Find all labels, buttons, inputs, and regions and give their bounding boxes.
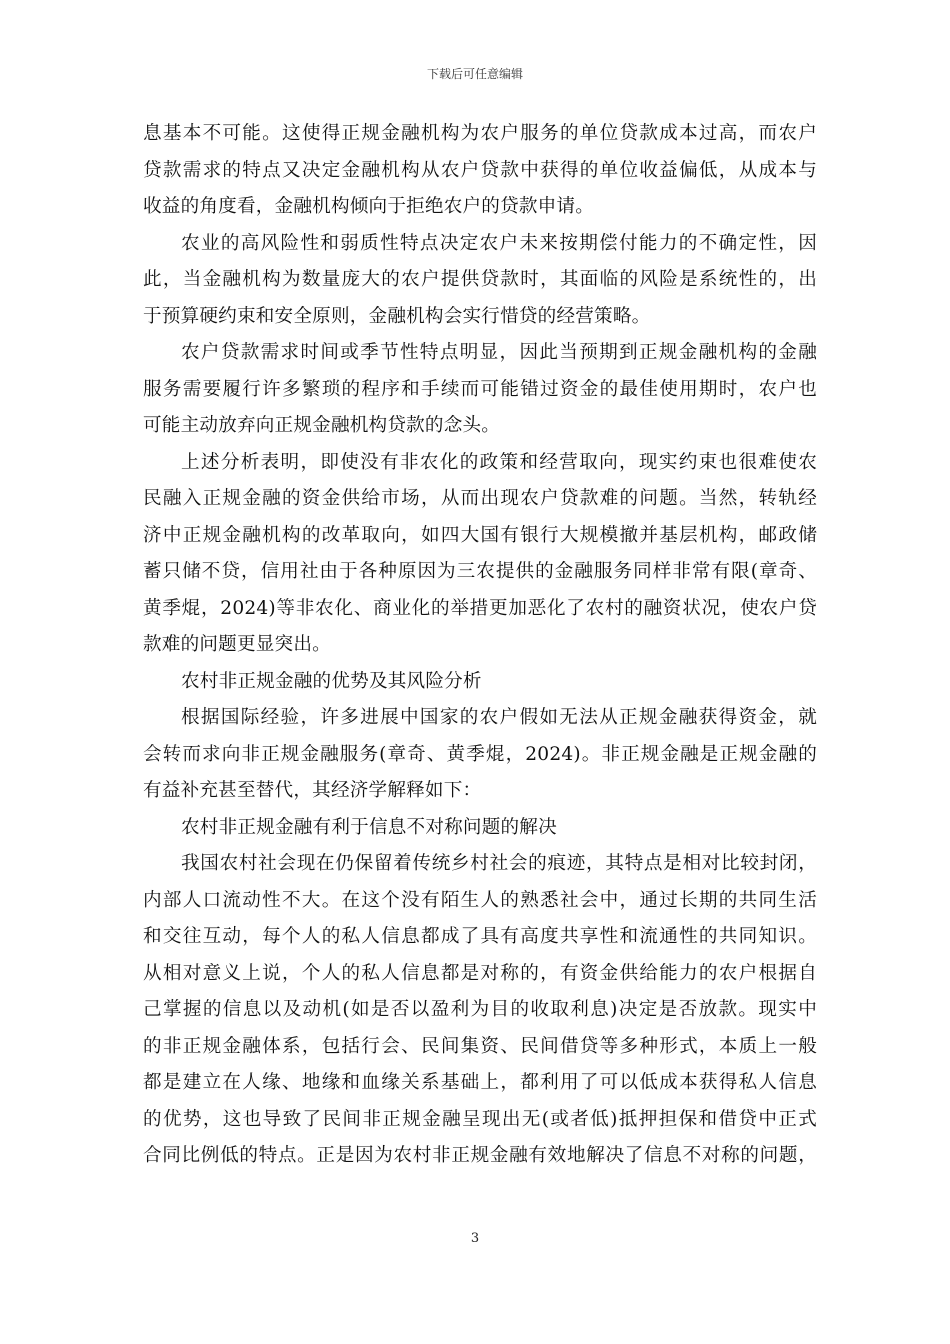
text-line: 蓄只储不贷，信用社由于各种原因为三农提供的金融服务同样非常有限(章奇、 xyxy=(143,561,817,582)
text-line: 的优势，这也导致了民间非正规金融呈现出无(或者低)抵押担保和借贷中正式 xyxy=(143,1108,817,1130)
text-line: 济中正规金融机构的改革取向，如四大国有银行大规模撤并基层机构，邮政储 xyxy=(143,524,817,546)
text-line: 民融入正规金融的资金供给市场，从而出现农户贷款难的问题。当然，转轨经 xyxy=(143,488,817,509)
text-line: 和交往互动，每个人的私人信息都成了具有高度共享性和流通性的共同知识。 xyxy=(143,926,817,947)
text-line: 会转而求向非正规金融服务(章奇、黄季焜，2024)。非正规金融是正规金融的 xyxy=(143,743,817,765)
text-line: 根据国际经验，许多进展中国家的农户假如无法从正规金融获得资金，就 xyxy=(181,707,817,728)
text-line: 我国农村社会现在仍保留着传统乡村社会的痕迹，其特点是相对比较封闭， xyxy=(181,853,817,874)
page-header xyxy=(0,66,950,82)
text-line: 内部人口流动性不大。在这个没有陌生人的熟悉社会中，通过长期的共同生活 xyxy=(143,889,817,911)
text-line: 有益补充甚至替代，其经济学解释如下： xyxy=(143,780,482,801)
text-line: 从相对意义上说，个人的私人信息都是对称的，有资金供给能力的农户根据自 xyxy=(143,962,817,984)
text-line: 上述分析表明，即使没有非农化的政策和经营取向，现实约束也很难使农 xyxy=(181,451,817,473)
text-line: 农业的高风险性和弱质性特点决定农户未来按期偿付能力的不确定性，因 xyxy=(181,232,817,254)
text-line: 都是建立在人缘、地缘和血缘关系基础上，都利用了可以低成本获得私人信息 xyxy=(143,1072,817,1093)
text-line: 款难的问题更显突出。 xyxy=(143,634,331,655)
text-line: 的非正规金融体系，包括行会、民间集资、民间借贷等多种形式，本质上一般 xyxy=(143,1035,817,1057)
text-line: 黄季焜，2024)等非农化、商业化的举措更加恶化了农村的融资状况，使农户贷 xyxy=(143,597,817,619)
page-number: 3 xyxy=(470,1231,480,1246)
text-line: 收益的角度看，金融机构倾向于拒绝农户的贷款申请。 xyxy=(143,196,595,217)
text-line: 合同比例低的特点。正是因为农村非正规金融有效地解决了信息不对称的问题， xyxy=(143,1145,817,1166)
text-line: 可能主动放弃向正规金融机构贷款的念头。 xyxy=(143,415,501,436)
text-line: 农村非正规金融的优势及其风险分析 xyxy=(181,670,482,692)
text-line: 于预算硬约束和安全原则，金融机构会实行惜贷的经营策略。 xyxy=(143,305,651,327)
text-line: 农村非正规金融有利于信息不对称问题的解决 xyxy=(181,816,557,838)
text-line: 农户贷款需求时间或季节性特点明显，因此当预期到正规金融机构的金融 xyxy=(181,342,817,363)
document-body xyxy=(143,116,817,1175)
page-footer xyxy=(0,1231,950,1247)
header-text: 下载后可任意编辑 xyxy=(426,67,523,81)
text-line: 此，当金融机构为数量庞大的农户提供贷款时，其面临的风险是系统性的，出 xyxy=(143,269,817,290)
text-line: 贷款需求的特点又决定金融机构从农户贷款中获得的单位收益偏低，从成本与 xyxy=(143,159,817,181)
text-line: 己掌握的信息以及动机(如是否以盈利为目的收取利息)决定是否放款。现实中 xyxy=(143,999,817,1020)
text-line: 服务需要履行许多繁琐的程序和手续而可能错过资金的最佳使用期时，农户也 xyxy=(143,378,817,400)
text-line: 息基本不可能。这使得正规金融机构为农户服务的单位贷款成本过高，而农户 xyxy=(143,123,817,144)
